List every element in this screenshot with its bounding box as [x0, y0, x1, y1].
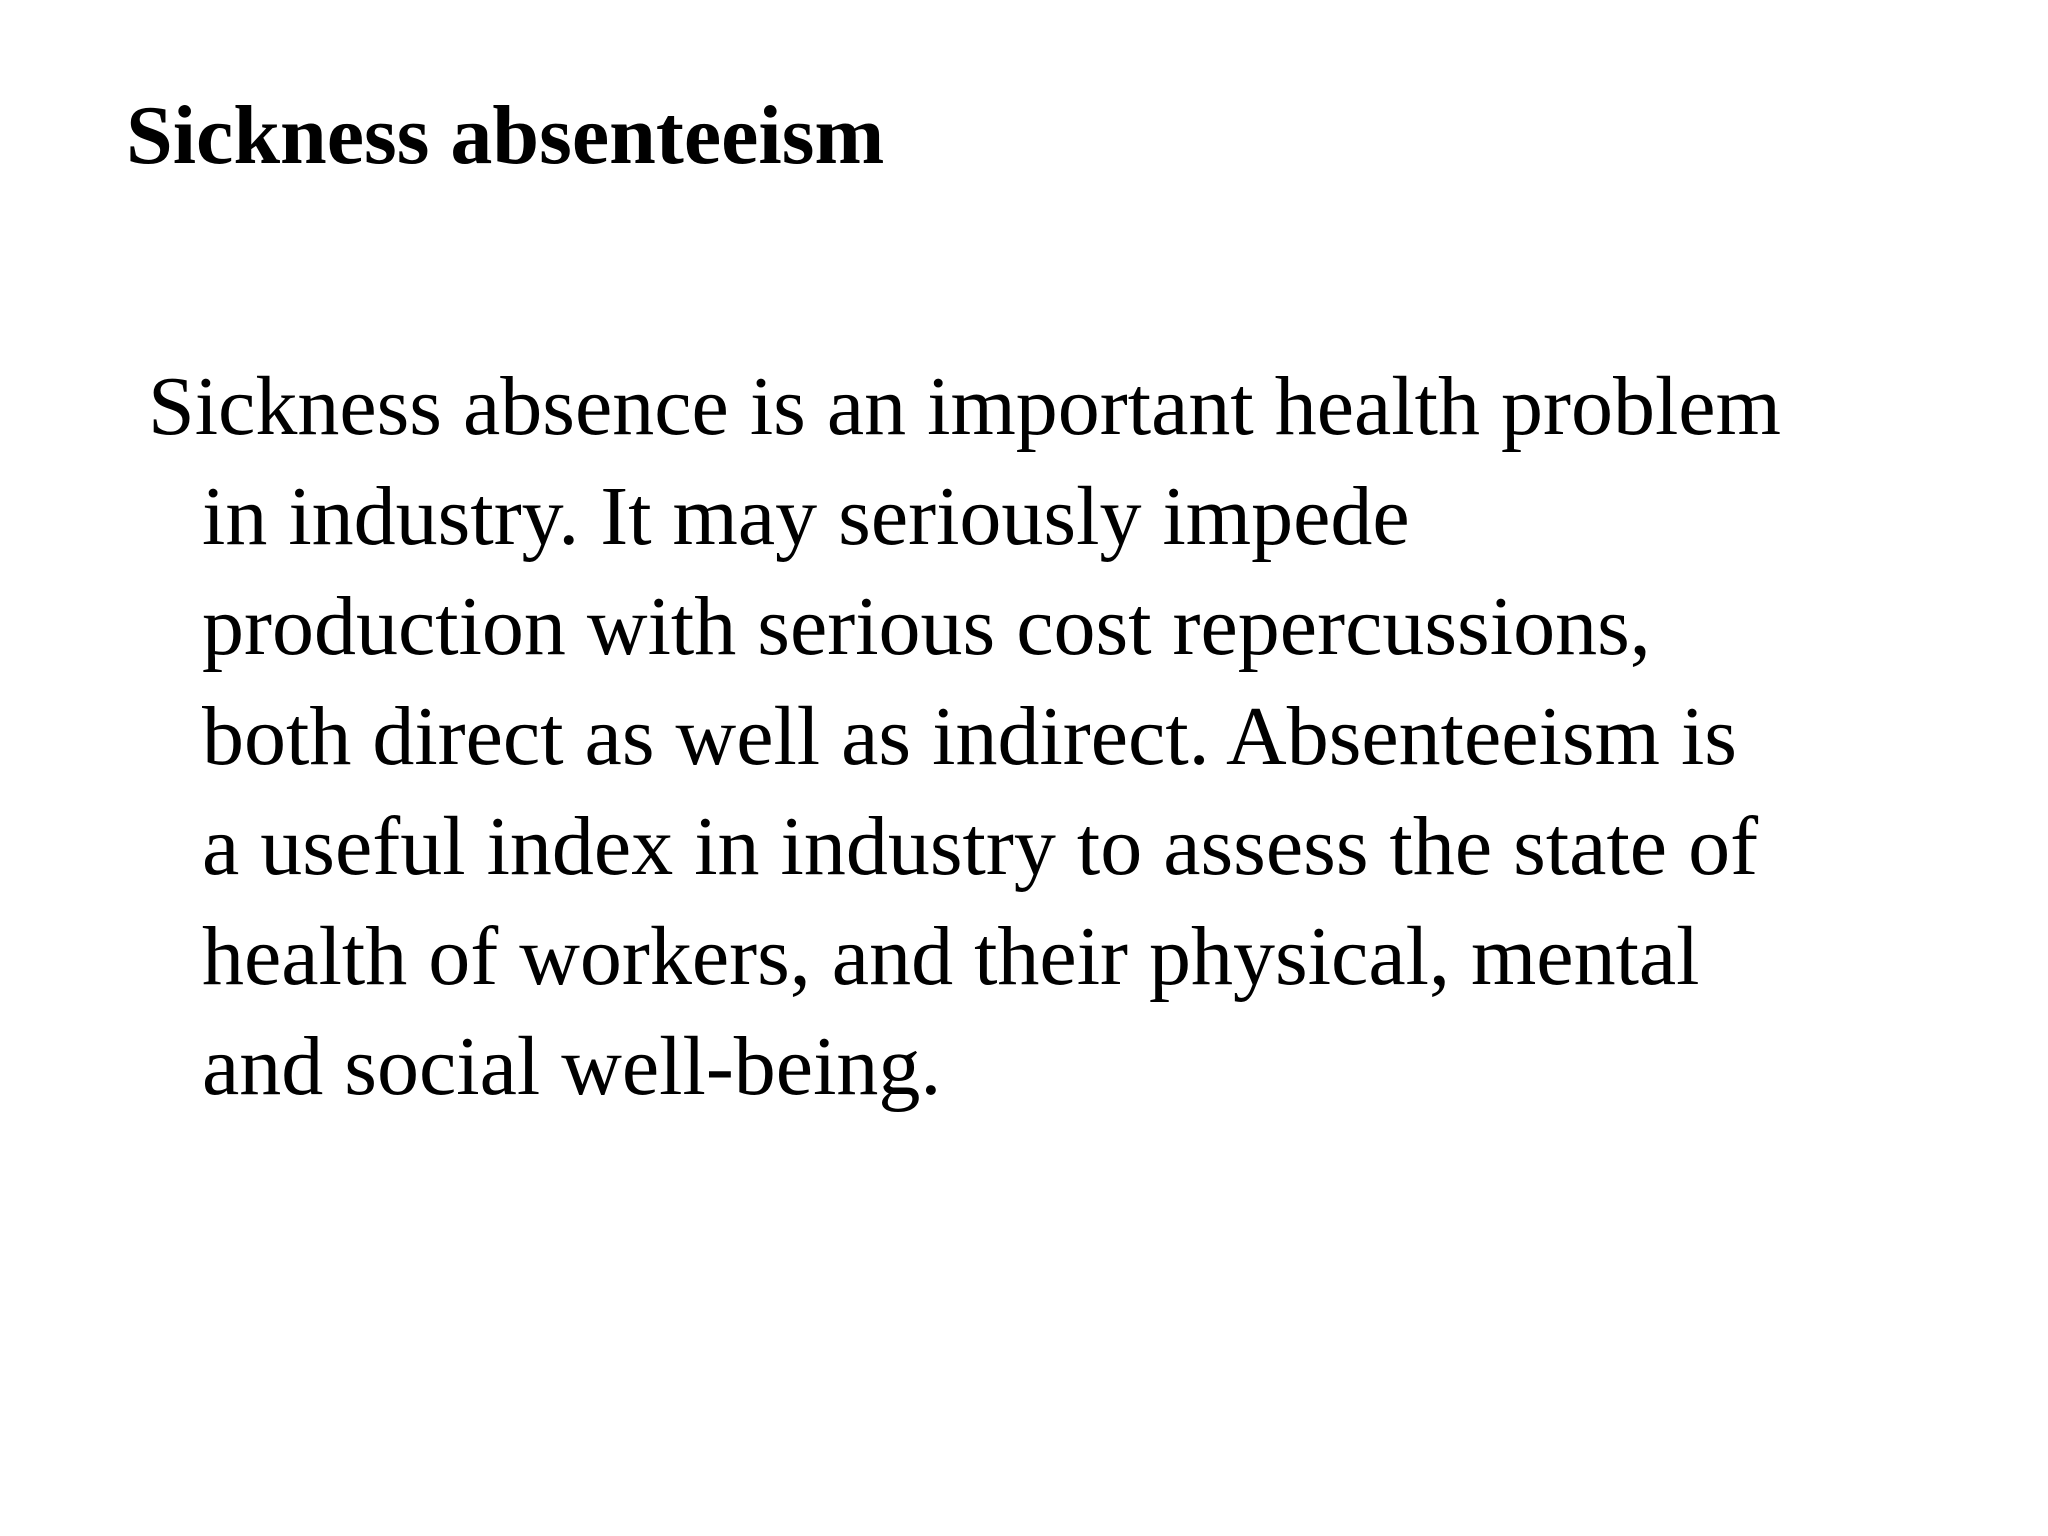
body-line: and social well-being. [202, 1020, 942, 1113]
body-line: health of workers, and their physical, mental [202, 910, 1700, 1003]
body-line: both direct as well as indirect. Absenteeism is [202, 690, 1737, 783]
slide-body [148, 352, 1948, 1122]
body-line: in industry. It may seriously impede [202, 470, 1410, 563]
slide-title: Sickness absenteeism [126, 89, 885, 182]
body-line: production with serious cost repercussions, [202, 580, 1651, 673]
body-line: a useful index in industry to assess the state of [202, 800, 1759, 893]
body-line: Sickness absence is an important health problem [148, 360, 1781, 453]
